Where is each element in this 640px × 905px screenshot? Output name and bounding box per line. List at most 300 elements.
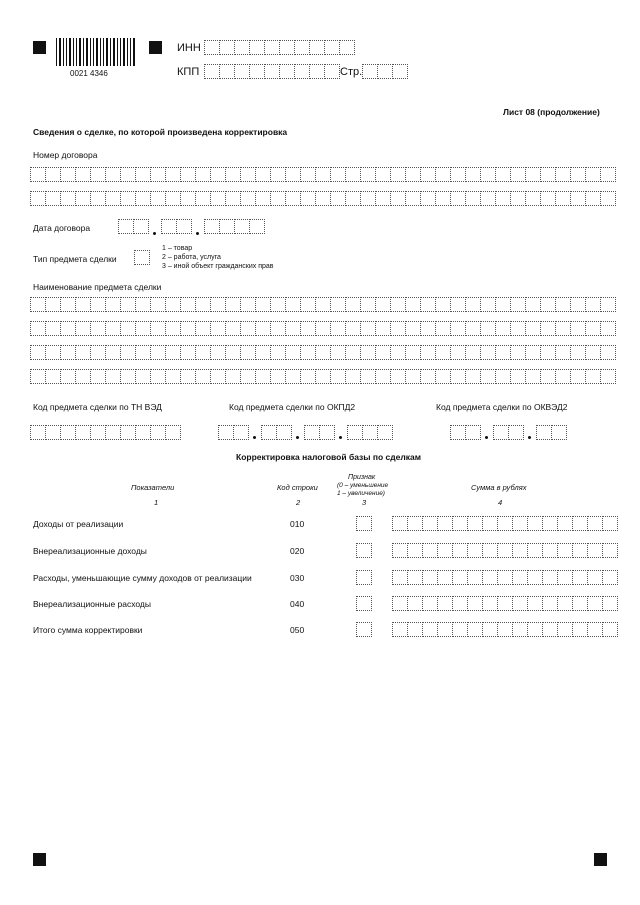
char-cell[interactable]	[543, 596, 558, 611]
char-cell[interactable]	[271, 191, 286, 206]
char-cell[interactable]	[241, 191, 256, 206]
char-cell[interactable]	[436, 345, 451, 360]
char-cell[interactable]	[481, 191, 496, 206]
char-cell[interactable]	[453, 622, 468, 637]
char-cell[interactable]	[571, 345, 586, 360]
char-cell[interactable]	[586, 369, 601, 384]
char-cell[interactable]	[421, 321, 436, 336]
char-cell[interactable]	[196, 191, 211, 206]
char-cell[interactable]	[496, 345, 511, 360]
char-cell[interactable]	[121, 167, 136, 182]
char-cell[interactable]	[556, 297, 571, 312]
char-cell[interactable]	[391, 191, 406, 206]
char-cell[interactable]	[226, 369, 241, 384]
char-cell[interactable]	[423, 622, 438, 637]
char-cell[interactable]	[196, 369, 211, 384]
char-cell[interactable]	[451, 345, 466, 360]
char-cell[interactable]	[346, 297, 361, 312]
char-cell[interactable]	[391, 321, 406, 336]
contract-date-month[interactable]	[161, 219, 192, 234]
char-cell[interactable]	[541, 345, 556, 360]
char-cell[interactable]	[286, 369, 301, 384]
char-cell[interactable]	[511, 369, 526, 384]
char-cell[interactable]	[376, 345, 391, 360]
char-cell[interactable]	[211, 297, 226, 312]
char-cell[interactable]	[541, 321, 556, 336]
char-cell[interactable]	[357, 543, 372, 558]
char-cell[interactable]	[181, 297, 196, 312]
code-okved2-part2[interactable]	[493, 425, 524, 440]
char-cell[interactable]	[543, 622, 558, 637]
char-cell[interactable]	[588, 543, 603, 558]
char-cell[interactable]	[543, 543, 558, 558]
char-cell[interactable]	[393, 622, 408, 637]
char-cell[interactable]	[76, 297, 91, 312]
char-cell[interactable]	[526, 369, 541, 384]
char-cell[interactable]	[121, 191, 136, 206]
contract-date-day[interactable]	[118, 219, 149, 234]
code-okved2-part3[interactable]	[536, 425, 567, 440]
char-cell[interactable]	[136, 369, 151, 384]
char-cell[interactable]	[513, 516, 528, 531]
char-cell[interactable]	[588, 570, 603, 585]
char-cell[interactable]	[106, 369, 121, 384]
char-cell[interactable]	[331, 191, 346, 206]
char-cell[interactable]	[331, 369, 346, 384]
char-cell[interactable]	[31, 191, 46, 206]
char-cell[interactable]	[556, 345, 571, 360]
char-cell[interactable]	[571, 321, 586, 336]
char-cell[interactable]	[466, 297, 481, 312]
char-cell[interactable]	[586, 297, 601, 312]
char-cell[interactable]	[211, 321, 226, 336]
code-okpd2-part2[interactable]	[261, 425, 292, 440]
char-cell[interactable]	[466, 321, 481, 336]
char-cell[interactable]	[301, 345, 316, 360]
code-tnved-field[interactable]	[30, 425, 181, 440]
char-cell[interactable]	[211, 369, 226, 384]
char-cell[interactable]	[271, 345, 286, 360]
char-cell[interactable]	[406, 167, 421, 182]
char-cell[interactable]	[571, 167, 586, 182]
char-cell[interactable]	[511, 167, 526, 182]
char-cell[interactable]	[241, 297, 256, 312]
char-cell[interactable]	[301, 297, 316, 312]
char-cell[interactable]	[451, 321, 466, 336]
char-cell[interactable]	[241, 321, 256, 336]
char-cell[interactable]	[481, 297, 496, 312]
char-cell[interactable]	[76, 321, 91, 336]
table-row-sign-field[interactable]	[356, 570, 372, 585]
char-cell[interactable]	[271, 297, 286, 312]
char-cell[interactable]	[451, 167, 466, 182]
char-cell[interactable]	[106, 191, 121, 206]
char-cell[interactable]	[571, 297, 586, 312]
char-cell[interactable]	[393, 543, 408, 558]
char-cell[interactable]	[483, 622, 498, 637]
char-cell[interactable]	[438, 570, 453, 585]
char-cell[interactable]	[556, 369, 571, 384]
char-cell[interactable]	[91, 369, 106, 384]
code-okpd2-part3[interactable]	[304, 425, 335, 440]
char-cell[interactable]	[391, 297, 406, 312]
char-cell[interactable]	[543, 516, 558, 531]
char-cell[interactable]	[528, 596, 543, 611]
char-cell[interactable]	[421, 369, 436, 384]
char-cell[interactable]	[558, 543, 573, 558]
char-cell[interactable]	[408, 570, 423, 585]
char-cell[interactable]	[331, 321, 346, 336]
char-cell[interactable]	[496, 297, 511, 312]
char-cell[interactable]	[301, 167, 316, 182]
char-cell[interactable]	[498, 543, 513, 558]
char-cell[interactable]	[346, 369, 361, 384]
char-cell[interactable]	[496, 167, 511, 182]
char-cell[interactable]	[166, 167, 181, 182]
char-cell[interactable]	[498, 622, 513, 637]
contract-date-year[interactable]	[204, 219, 265, 234]
char-cell[interactable]	[181, 369, 196, 384]
char-cell[interactable]	[151, 191, 166, 206]
char-cell[interactable]	[31, 297, 46, 312]
char-cell[interactable]	[573, 596, 588, 611]
char-cell[interactable]	[438, 622, 453, 637]
char-cell[interactable]	[586, 191, 601, 206]
char-cell[interactable]	[256, 345, 271, 360]
char-cell[interactable]	[286, 167, 301, 182]
char-cell[interactable]	[511, 297, 526, 312]
char-cell[interactable]	[46, 167, 61, 182]
char-cell[interactable]	[408, 516, 423, 531]
table-row-sum-field[interactable]	[392, 516, 618, 531]
char-cell[interactable]	[393, 570, 408, 585]
table-row-sign-field[interactable]	[356, 596, 372, 611]
char-cell[interactable]	[453, 516, 468, 531]
char-cell[interactable]	[361, 191, 376, 206]
char-cell[interactable]	[106, 345, 121, 360]
char-cell[interactable]	[357, 570, 372, 585]
char-cell[interactable]	[423, 516, 438, 531]
char-cell[interactable]	[196, 345, 211, 360]
table-row-sum-field[interactable]	[392, 596, 618, 611]
subject-name-row[interactable]	[30, 369, 616, 384]
char-cell[interactable]	[406, 191, 421, 206]
char-cell[interactable]	[558, 622, 573, 637]
char-cell[interactable]	[316, 297, 331, 312]
char-cell[interactable]	[211, 191, 226, 206]
code-okpd2-part1[interactable]	[218, 425, 249, 440]
char-cell[interactable]	[301, 191, 316, 206]
char-cell[interactable]	[61, 191, 76, 206]
char-cell[interactable]	[526, 321, 541, 336]
char-cell[interactable]	[226, 167, 241, 182]
char-cell[interactable]	[423, 543, 438, 558]
char-cell[interactable]	[61, 297, 76, 312]
char-cell[interactable]	[408, 622, 423, 637]
char-cell[interactable]	[31, 345, 46, 360]
char-cell[interactable]	[376, 191, 391, 206]
char-cell[interactable]	[226, 321, 241, 336]
char-cell[interactable]	[151, 321, 166, 336]
char-cell[interactable]	[436, 297, 451, 312]
char-cell[interactable]	[346, 345, 361, 360]
char-cell[interactable]	[586, 167, 601, 182]
char-cell[interactable]	[316, 191, 331, 206]
char-cell[interactable]	[466, 167, 481, 182]
char-cell[interactable]	[556, 191, 571, 206]
char-cell[interactable]	[436, 167, 451, 182]
char-cell[interactable]	[423, 570, 438, 585]
char-cell[interactable]	[106, 297, 121, 312]
char-cell[interactable]	[181, 321, 196, 336]
char-cell[interactable]	[151, 167, 166, 182]
char-cell[interactable]	[423, 596, 438, 611]
char-cell[interactable]	[498, 516, 513, 531]
char-cell[interactable]	[541, 369, 556, 384]
char-cell[interactable]	[346, 321, 361, 336]
char-cell[interactable]	[511, 321, 526, 336]
char-cell[interactable]	[601, 345, 616, 360]
char-cell[interactable]	[438, 596, 453, 611]
char-cell[interactable]	[211, 345, 226, 360]
char-cell[interactable]	[46, 297, 61, 312]
table-row-sign-field[interactable]	[356, 622, 372, 637]
char-cell[interactable]	[466, 369, 481, 384]
char-cell[interactable]	[196, 167, 211, 182]
char-cell[interactable]	[511, 345, 526, 360]
char-cell[interactable]	[106, 321, 121, 336]
char-cell[interactable]	[76, 345, 91, 360]
char-cell[interactable]	[376, 167, 391, 182]
char-cell[interactable]	[61, 345, 76, 360]
char-cell[interactable]	[556, 167, 571, 182]
char-cell[interactable]	[357, 596, 372, 611]
char-cell[interactable]	[331, 345, 346, 360]
char-cell[interactable]	[181, 167, 196, 182]
char-cell[interactable]	[286, 345, 301, 360]
char-cell[interactable]	[483, 570, 498, 585]
char-cell[interactable]	[376, 321, 391, 336]
char-cell[interactable]	[256, 297, 271, 312]
char-cell[interactable]	[357, 516, 372, 531]
kpp-field[interactable]	[204, 64, 340, 79]
char-cell[interactable]	[466, 345, 481, 360]
char-cell[interactable]	[361, 297, 376, 312]
char-cell[interactable]	[468, 596, 483, 611]
char-cell[interactable]	[573, 543, 588, 558]
subject-name-row[interactable]	[30, 345, 616, 360]
char-cell[interactable]	[468, 543, 483, 558]
char-cell[interactable]	[468, 516, 483, 531]
char-cell[interactable]	[528, 543, 543, 558]
char-cell[interactable]	[496, 321, 511, 336]
char-cell[interactable]	[511, 191, 526, 206]
char-cell[interactable]	[226, 297, 241, 312]
char-cell[interactable]	[541, 191, 556, 206]
char-cell[interactable]	[31, 321, 46, 336]
char-cell[interactable]	[361, 321, 376, 336]
char-cell[interactable]	[256, 369, 271, 384]
char-cell[interactable]	[271, 369, 286, 384]
char-cell[interactable]	[558, 596, 573, 611]
char-cell[interactable]	[31, 369, 46, 384]
char-cell[interactable]	[361, 345, 376, 360]
char-cell[interactable]	[61, 321, 76, 336]
char-cell[interactable]	[391, 167, 406, 182]
char-cell[interactable]	[496, 191, 511, 206]
char-cell[interactable]	[76, 191, 91, 206]
char-cell[interactable]	[241, 369, 256, 384]
char-cell[interactable]	[571, 369, 586, 384]
char-cell[interactable]	[436, 369, 451, 384]
char-cell[interactable]	[526, 191, 541, 206]
char-cell[interactable]	[421, 191, 436, 206]
char-cell[interactable]	[346, 191, 361, 206]
char-cell[interactable]	[528, 570, 543, 585]
char-cell[interactable]	[588, 516, 603, 531]
table-row-sum-field[interactable]	[392, 543, 618, 558]
char-cell[interactable]	[357, 622, 372, 637]
table-row-sign-field[interactable]	[356, 543, 372, 558]
char-cell[interactable]	[526, 297, 541, 312]
char-cell[interactable]	[526, 345, 541, 360]
char-cell[interactable]	[331, 297, 346, 312]
char-cell[interactable]	[166, 369, 181, 384]
char-cell[interactable]	[436, 191, 451, 206]
char-cell[interactable]	[166, 345, 181, 360]
char-cell[interactable]	[466, 191, 481, 206]
char-cell[interactable]	[513, 543, 528, 558]
char-cell[interactable]	[541, 297, 556, 312]
char-cell[interactable]	[376, 297, 391, 312]
char-cell[interactable]	[481, 321, 496, 336]
char-cell[interactable]	[136, 297, 151, 312]
char-cell[interactable]	[513, 570, 528, 585]
char-cell[interactable]	[468, 622, 483, 637]
char-cell[interactable]	[301, 369, 316, 384]
char-cell[interactable]	[571, 191, 586, 206]
char-cell[interactable]	[513, 596, 528, 611]
char-cell[interactable]	[558, 570, 573, 585]
subject-type-field[interactable]	[134, 250, 150, 265]
code-okpd2-part4[interactable]	[347, 425, 393, 440]
char-cell[interactable]	[528, 622, 543, 637]
char-cell[interactable]	[601, 297, 616, 312]
char-cell[interactable]	[46, 191, 61, 206]
char-cell[interactable]	[481, 167, 496, 182]
char-cell[interactable]	[436, 321, 451, 336]
char-cell[interactable]	[61, 167, 76, 182]
contract-number-row[interactable]	[30, 191, 616, 206]
char-cell[interactable]	[121, 321, 136, 336]
char-cell[interactable]	[91, 297, 106, 312]
code-okved2-part1[interactable]	[450, 425, 481, 440]
char-cell[interactable]	[241, 345, 256, 360]
page-field[interactable]	[362, 64, 408, 79]
char-cell[interactable]	[196, 321, 211, 336]
char-cell[interactable]	[151, 297, 166, 312]
char-cell[interactable]	[406, 369, 421, 384]
char-cell[interactable]	[483, 543, 498, 558]
char-cell[interactable]	[496, 369, 511, 384]
char-cell[interactable]	[121, 345, 136, 360]
char-cell[interactable]	[541, 167, 556, 182]
char-cell[interactable]	[603, 570, 618, 585]
char-cell[interactable]	[256, 191, 271, 206]
subject-name-row[interactable]	[30, 297, 616, 312]
char-cell[interactable]	[286, 321, 301, 336]
char-cell[interactable]	[421, 167, 436, 182]
char-cell[interactable]	[573, 622, 588, 637]
char-cell[interactable]	[166, 297, 181, 312]
char-cell[interactable]	[453, 596, 468, 611]
char-cell[interactable]	[483, 516, 498, 531]
char-cell[interactable]	[316, 345, 331, 360]
char-cell[interactable]	[91, 321, 106, 336]
char-cell[interactable]	[361, 167, 376, 182]
char-cell[interactable]	[481, 369, 496, 384]
char-cell[interactable]	[181, 191, 196, 206]
char-cell[interactable]	[601, 191, 616, 206]
char-cell[interactable]	[453, 570, 468, 585]
char-cell[interactable]	[316, 167, 331, 182]
char-cell[interactable]	[91, 167, 106, 182]
char-cell[interactable]	[603, 543, 618, 558]
char-cell[interactable]	[181, 345, 196, 360]
char-cell[interactable]	[601, 167, 616, 182]
char-cell[interactable]	[316, 321, 331, 336]
char-cell[interactable]	[121, 369, 136, 384]
char-cell[interactable]	[166, 191, 181, 206]
char-cell[interactable]	[451, 297, 466, 312]
char-cell[interactable]	[256, 321, 271, 336]
char-cell[interactable]	[498, 596, 513, 611]
char-cell[interactable]	[151, 369, 166, 384]
char-cell[interactable]	[421, 297, 436, 312]
char-cell[interactable]	[376, 369, 391, 384]
char-cell[interactable]	[586, 345, 601, 360]
char-cell[interactable]	[316, 369, 331, 384]
char-cell[interactable]	[408, 543, 423, 558]
char-cell[interactable]	[603, 596, 618, 611]
char-cell[interactable]	[136, 345, 151, 360]
char-cell[interactable]	[226, 191, 241, 206]
char-cell[interactable]	[406, 321, 421, 336]
char-cell[interactable]	[453, 543, 468, 558]
char-cell[interactable]	[136, 321, 151, 336]
char-cell[interactable]	[526, 167, 541, 182]
char-cell[interactable]	[451, 369, 466, 384]
char-cell[interactable]	[301, 321, 316, 336]
char-cell[interactable]	[136, 191, 151, 206]
char-cell[interactable]	[166, 321, 181, 336]
contract-number-row[interactable]	[30, 167, 616, 182]
char-cell[interactable]	[451, 191, 466, 206]
char-cell[interactable]	[573, 516, 588, 531]
char-cell[interactable]	[408, 596, 423, 611]
char-cell[interactable]	[601, 321, 616, 336]
char-cell[interactable]	[543, 570, 558, 585]
char-cell[interactable]	[603, 516, 618, 531]
char-cell[interactable]	[588, 622, 603, 637]
char-cell[interactable]	[91, 345, 106, 360]
char-cell[interactable]	[393, 596, 408, 611]
char-cell[interactable]	[391, 369, 406, 384]
char-cell[interactable]	[106, 167, 121, 182]
table-row-sign-field[interactable]	[356, 516, 372, 531]
table-row-sum-field[interactable]	[392, 570, 618, 585]
char-cell[interactable]	[346, 167, 361, 182]
